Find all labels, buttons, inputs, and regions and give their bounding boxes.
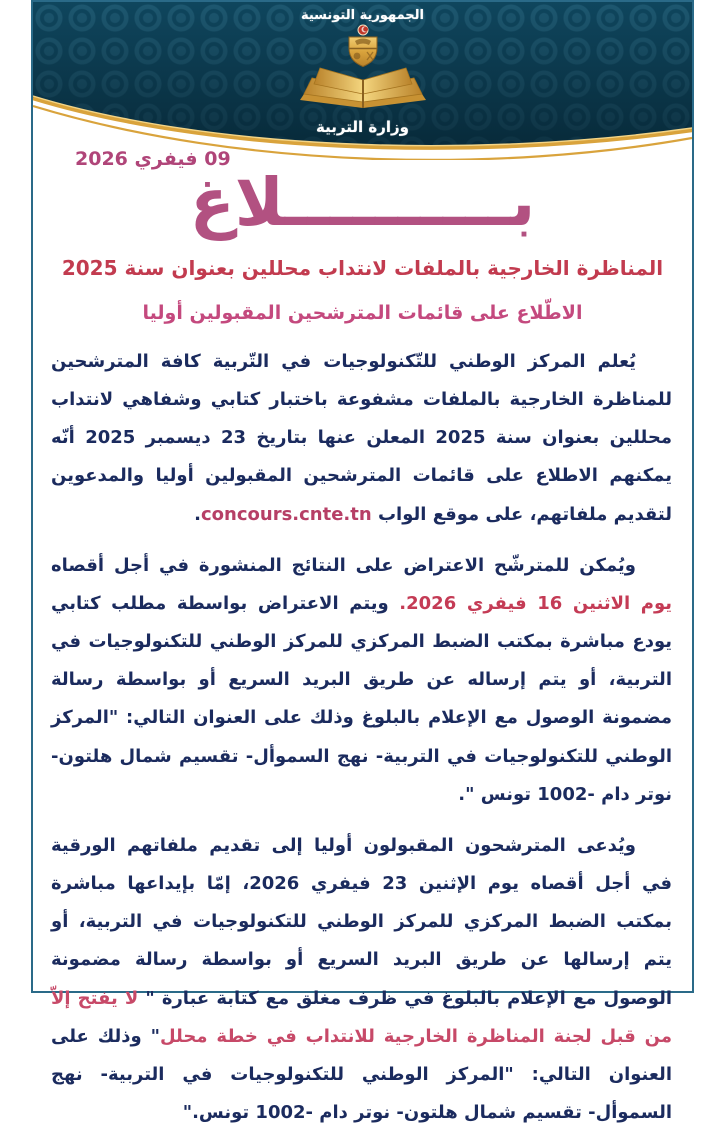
paragraph-announcement [51,343,672,534]
paragraph-objection-rest: ويتم الاعتراض بواسطة مطلب كتابي يودع مباشرة بمكتب الضبط المركزي للمركز الوطني للتكنولوجيات في التربية، أو يتم إرساله عن طريق البريد السريع أو بواسطة رسالة مضمونة الوصول مع الإعلام بالبلوغ وذلك على العنوان التالي: "المركز الوطني للتكنولوجيات في التربية- نهج السموأل- تقسيم شمال هلتون- نوتر دام -1002 تونس ". [51,592,672,805]
website-url[interactable]: concours.cnte.tn [201,503,372,525]
paragraph-objection-text: ويُمكن للمترشّح الاعتراض على النتائج المنشورة في أجل أقصاه [51,554,636,576]
paragraph-objection [51,547,672,814]
header-banner [33,2,692,160]
subtitle-results-notice: الاطّلاع على قائمات المترشحين المقبولين أوليا [142,302,583,324]
ministry-emblem [253,8,473,136]
open-book-icon [288,64,438,116]
paragraph-file-submission-text: ويُدعى المترشحون المقبولون أوليا إلى تقديم ملفاتهم الورقية في أجل أقصاه يوم الإثنين 23 فيفري 2026، إمّا بإيداعها مباشرة بمكتب الضبط المركزي للمركز الوطني للتكنولوجيات في التربية، أو يتم إرسالها عن طريق البريد السريع أو بواسطة رسالة مضمونة الوصول مع الإعلام بالبلوغ في ظرف مغلق مع كتابة عبارة " [51,834,673,1009]
paragraph-announcement-text: يُعلم المركز الوطني للتّكنولوجيات في التّربية كافة المترشحين للمناظرة الخارجية بالملفات مشفوعة باختبار كتابي وشفاهي لانتداب محللين بعنوان سنة 2025 المعلن عنها بتاريخ 23 ديسمبر 2025 أنّه يمكنهم الاطلاع على قائمات المترشحين المقبولين أوليا والمدعوين لتقديم ملفاتهم، على موقع الواب [51,351,672,525]
paragraph-file-submission-rest: " وذلك على العنوان التالي: "المركز الوطني للتكنولوجيات في التربية- نهج السموأل- تقسيم شمال هلتون- نوتر دام -1002 تونس." [51,1025,672,1123]
objection-deadline-date: يوم الاثنين 16 فيفري 2026. [399,592,673,614]
paragraph-file-submission [51,827,672,1132]
paragraph-announcement-end: . [194,503,201,525]
document-border-frame [31,0,694,1123]
coat-of-arms-icon [343,24,383,68]
republic-title: الجمهورية التونسية [300,8,425,23]
subtitle-exam-name: المناظرة الخارجية بالملفات لانتداب محللين بعنوان سنة 2025 [61,256,664,280]
envelope-required-phrase: لا يفتح إلاّ من قبل لجنة المناظرة الخارجية للانتداب في خطة محلل [51,987,672,1047]
ministry-title: وزارة التربية [316,118,409,136]
document-body [51,343,672,1145]
document-date: 09 فيفري 2026 [75,148,231,170]
page-title: بــــــــــلاغ [189,164,536,241]
